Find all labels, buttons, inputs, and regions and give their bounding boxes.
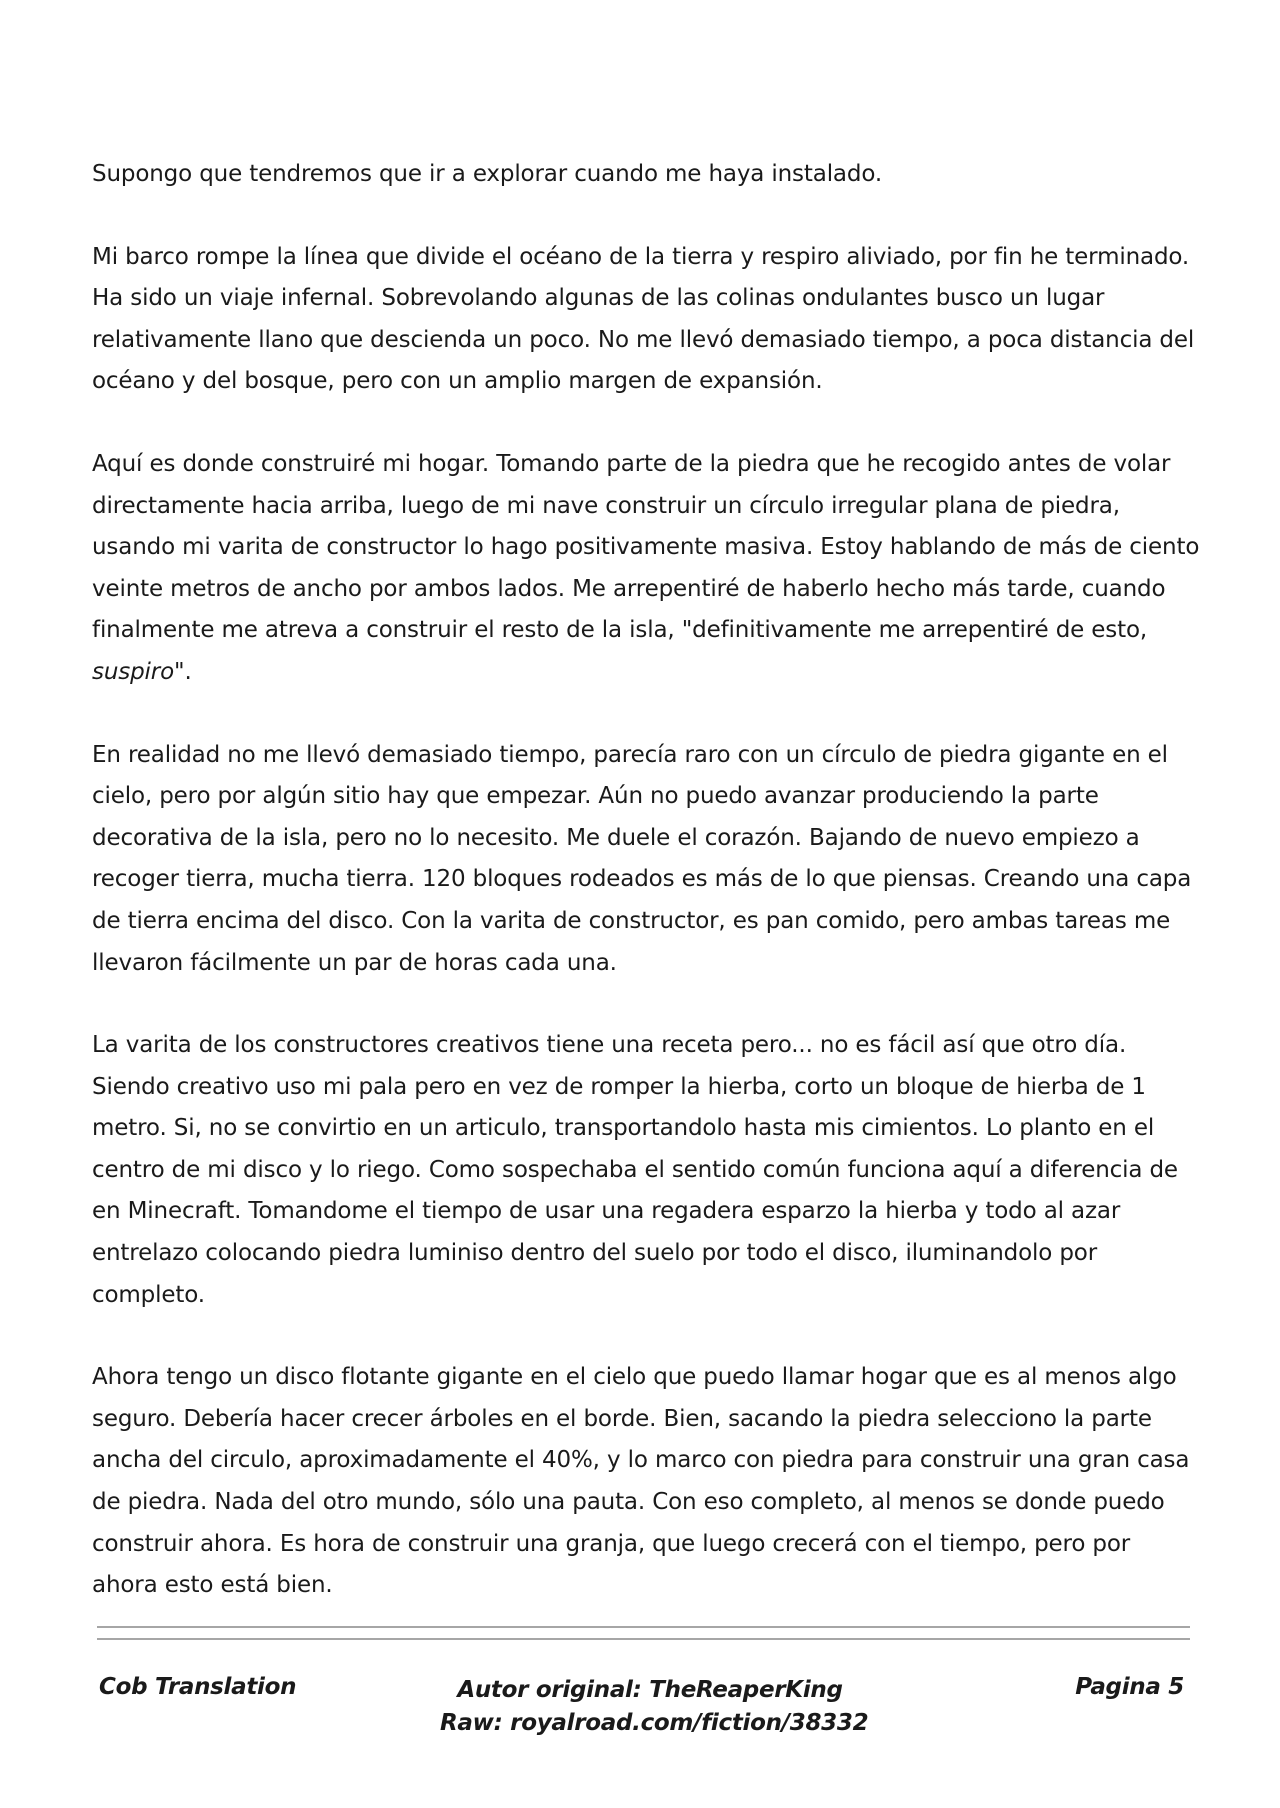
paragraph-1: Supongo que tendremos que ir a explorar cuando me haya instalado. <box>92 161 883 187</box>
footer-divider-top <box>97 1626 1190 1628</box>
paragraph-5: La varita de los constructores creativos tiene una receta pero... no es fácil así que otro día. Siendo creativo uso mi pala pero en vez de romper la hierba, corto un bloque de hierba de 1 metro. Si, no se convirtio en un articulo, transportandolo hasta mis cimientos. Lo planto en el centro de mi disco y lo riego. Como sospechaba el sentido común funciona aquí a diferencia de en Minecraft. Tomandome el tiempo de usar una regadera esparzo la hierba y todo al azar entrelazo colocando piedra luminiso dentro del suelo por todo el disco, iluminandolo por completo. <box>92 1032 1178 1308</box>
footer-divider-bottom <box>97 1638 1190 1640</box>
body-text <box>92 154 1202 1648</box>
footer-credits <box>440 1674 869 1740</box>
paragraph-6: Ahora tengo un disco flotante gigante en el cielo que puedo llamar hogar que es al menos algo seguro. Debería hacer crecer árboles en el borde. Bien, sacando la piedra selecciono la parte ancha del circulo, aproximadamente el 40%, y lo marco con piedra para construir una gran casa de piedra. Nada del otro mundo, sólo una pauta. Con eso completo, al menos se donde puedo construir ahora. Es hora de construir una granja, que luego crecerá con el tiempo, pero por ahora esto está bien. <box>92 1364 1190 1599</box>
footer-raw-source: Raw: royalroad.com/fiction/38332 <box>440 1710 869 1736</box>
paragraph-4: En realidad no me llevó demasiado tiempo, parecía raro con un círculo de piedra gigante en el cielo, pero por algún sitio hay que empezar. Aún no puedo avanzar produciendo la parte decorativa de la isla, pero no lo necesito. Me duele el corazón. Bajando de nuevo empiezo a recoger tierra, mucha tierra. 120 bloques rodeados es más de lo que piensas. Creando una capa de tierra encima del disco. Con la varita de constructor, es pan comido, pero ambas tareas me llevaron fácilmente un par de horas cada una. <box>92 741 1192 976</box>
footer-translator: Cob Translation <box>99 1674 297 1700</box>
paragraph-3-italic: suspiro <box>92 658 175 685</box>
paragraph-3-text: Aquí es donde construiré mi hogar. Tomando parte de la piedra que he recogido antes de volar directamente hacia arriba, luego de mi nave construir un círculo irregular plana de piedra, usando mi varita de constructor lo hago positivamente masiva. Estoy hablando de más de ciento veinte metros de ancho por ambos lados. Me arrepentiré de haberlo hecho más tarde, cuando finalmente me atreva a construir el resto de la isla, "definitivamente me arrepentiré de esto, <box>92 450 1200 644</box>
footer-page-number: Pagina 5 <box>1075 1674 1184 1700</box>
footer-original-author: Autor original: TheReaperKing <box>457 1677 843 1703</box>
paragraph-2: Mi barco rompe la línea que divide el océano de la tierra y respiro aliviado, por fin he terminado. Ha sido un viaje infernal. Sobrevolando algunas de las colinas ondulantes busco un lugar relativamente llano que descienda un poco. No me llevó demasiado tiempo, a poca distancia del océano y del bosque, pero con un amplio margen de expansión. <box>92 243 1195 395</box>
paragraph-3 <box>92 444 1202 694</box>
paragraph-3-end: ". <box>174 658 192 685</box>
